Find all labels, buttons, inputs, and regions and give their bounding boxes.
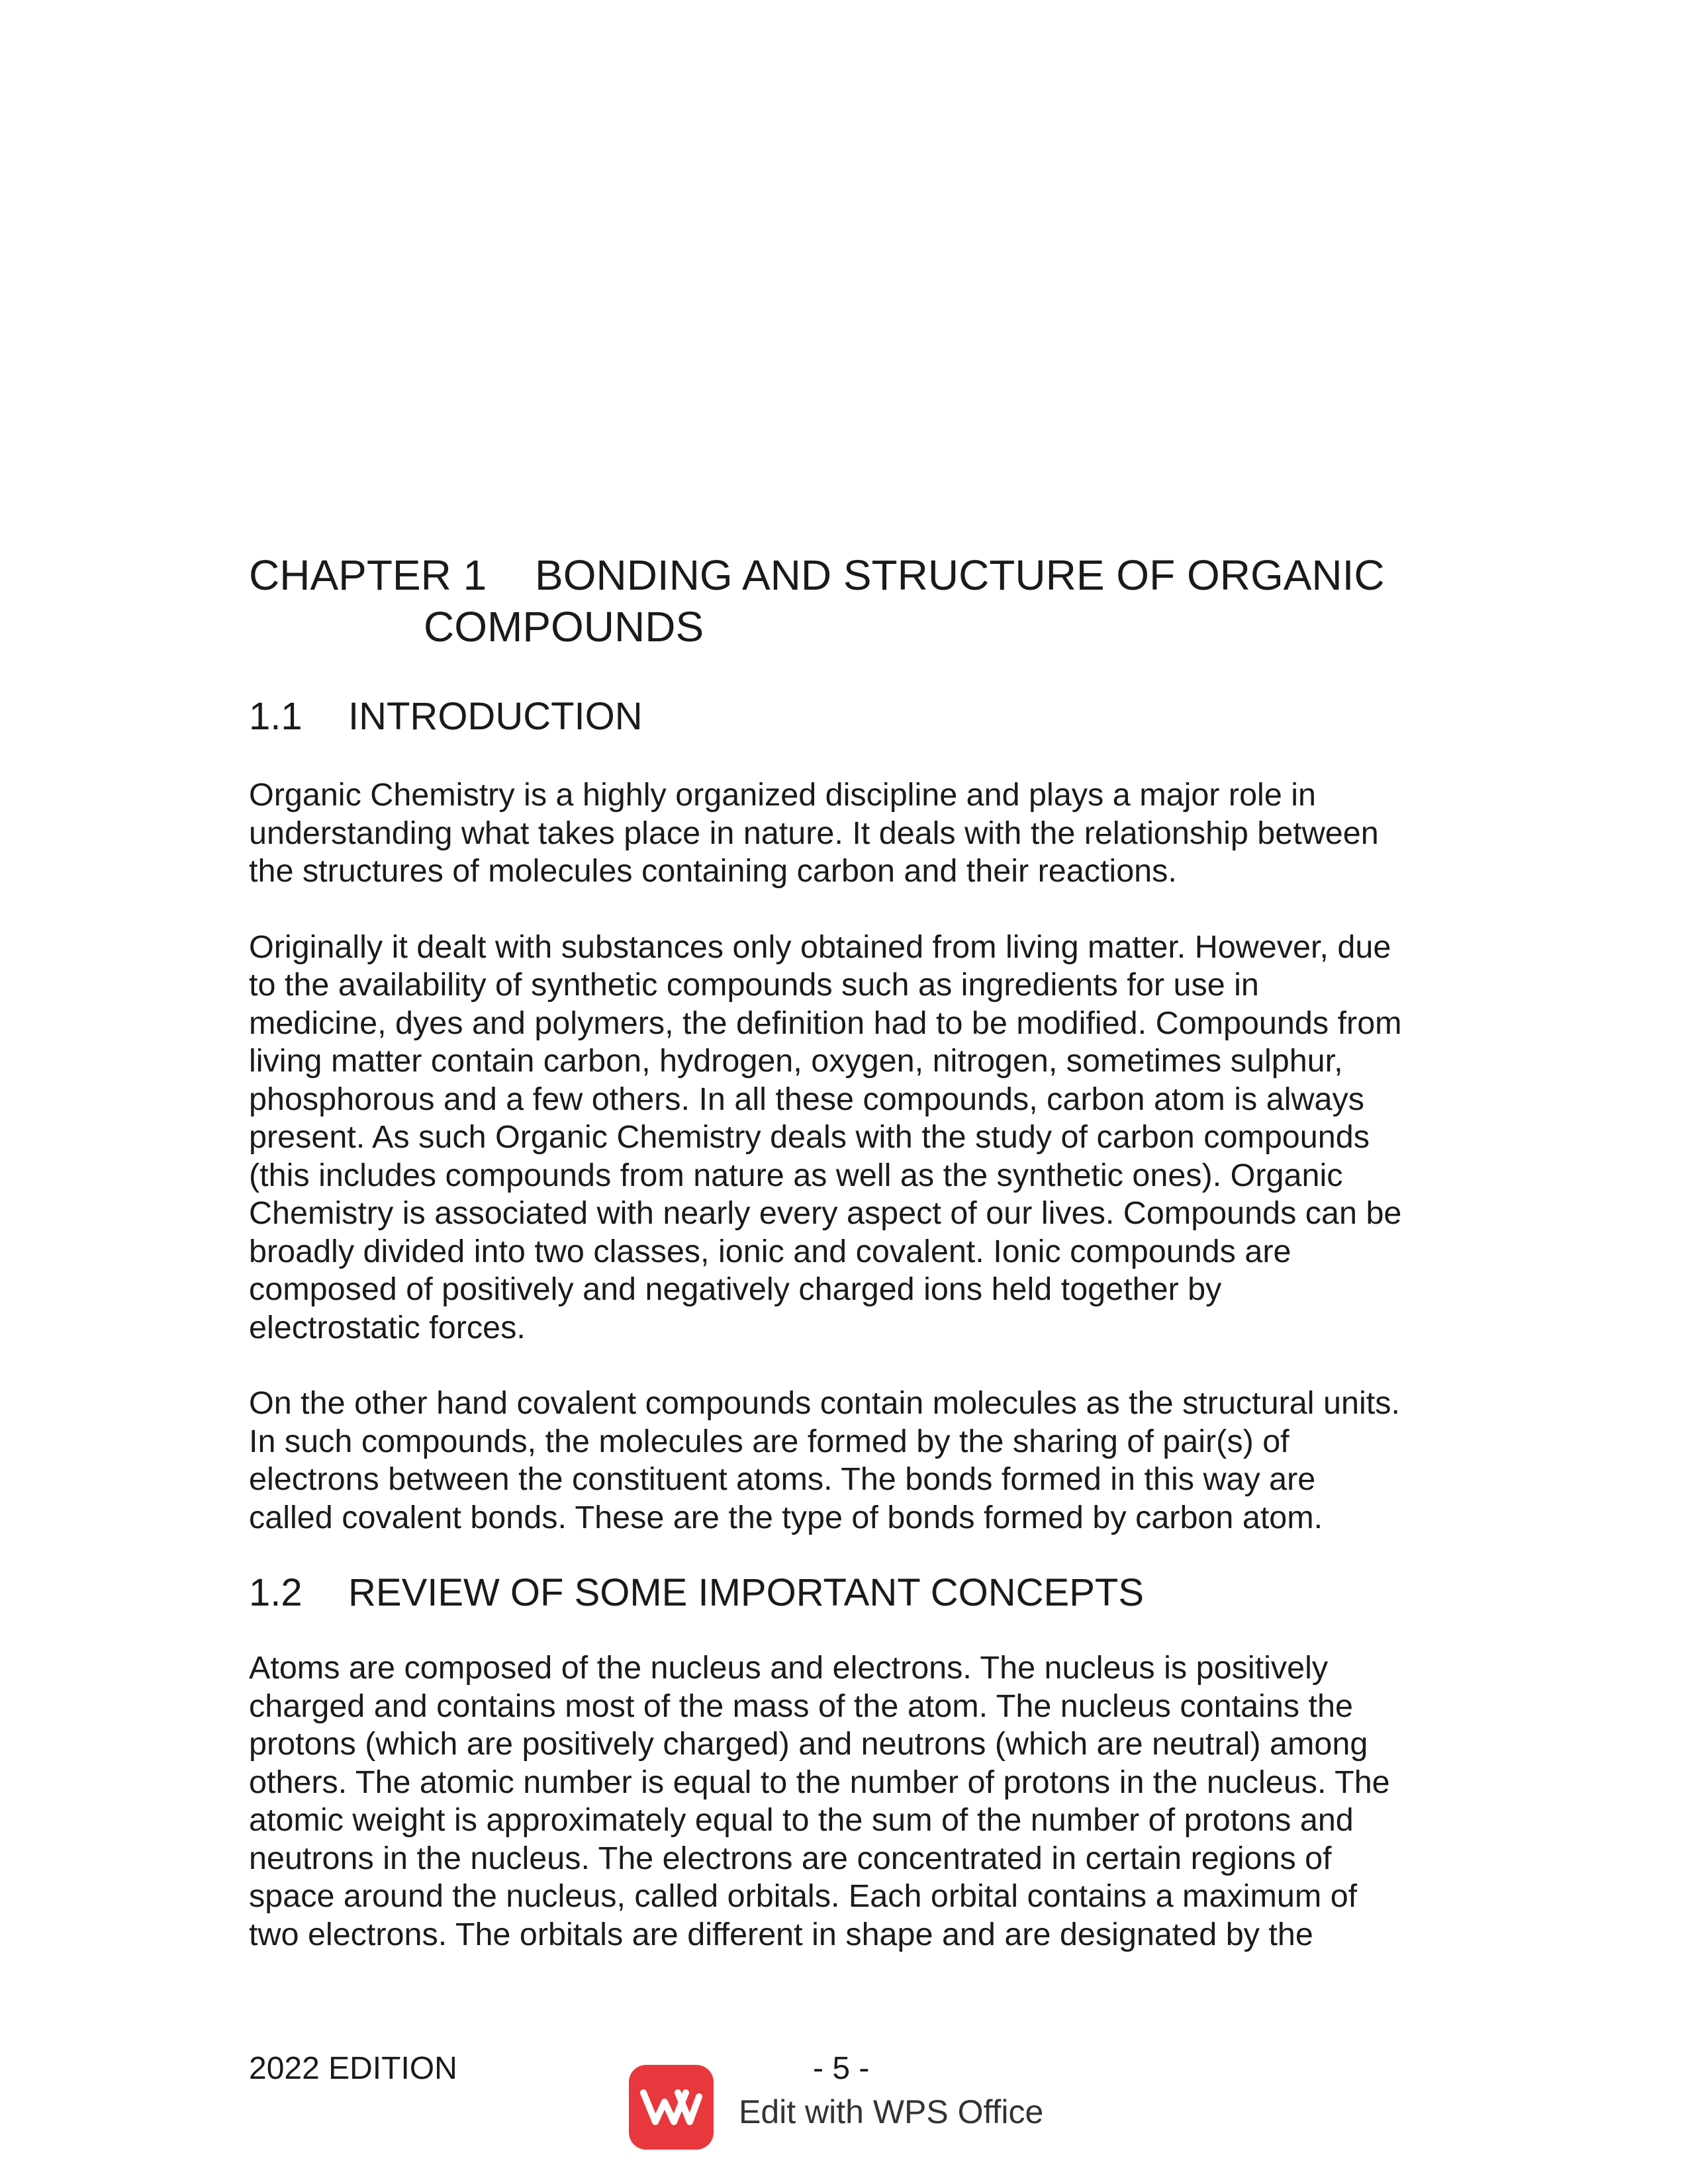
section-title: REVIEW OF SOME IMPORTANT CONCEPTS bbox=[348, 1571, 1144, 1614]
chapter-title bbox=[249, 549, 1460, 653]
paragraph: Organic Chemistry is a highly organized discipline and plays a major role in understanding what takes place in nature. It deals with the relationship between the structures of molecules containing carbon and their reactions. bbox=[249, 777, 1379, 889]
chapter-number: CHAPTER 1 bbox=[249, 551, 487, 599]
section-heading-1-2 bbox=[249, 1570, 1460, 1616]
chapter-title-line2: COMPOUNDS bbox=[424, 603, 704, 651]
paragraph: Atoms are composed of the nucleus and electrons. The nucleus is positively charged and contains most of the mass of the atom. The nucleus contains the protons (which are positively charged) and neutrons (which are neutral) among others. The atomic number is equal to the number of protons in the nucleus. The atomic weight is approximately equal to the sum of the number of protons and neutrons in the nucleus. The electrons are concentrated in certain regions of space around the nucleus, called orbitals. Each orbital contains a maximum of two electrons. The orbitals are different in shape and are designated by the bbox=[249, 1650, 1390, 1952]
section-number: 1.2 bbox=[249, 1571, 303, 1614]
chapter-title-line1: BONDING AND STRUCTURE OF ORGANIC bbox=[535, 551, 1385, 599]
page-content bbox=[249, 549, 1460, 1954]
paragraph: On the other hand covalent compounds contain molecules as the structural units. In such compounds, the molecules are formed by the sharing of pair(s) of electrons between the constituent atoms. The bonds formed in this way are called covalent bonds. These are the type of bonds formed by carbon atom. bbox=[249, 1385, 1400, 1535]
wps-edit-label[interactable]: Edit with WPS Office bbox=[739, 2093, 1044, 2130]
section-number: 1.1 bbox=[249, 695, 303, 738]
section-title: INTRODUCTION bbox=[348, 695, 643, 738]
wps-logo-icon bbox=[629, 2065, 714, 2150]
wps-edit-badge[interactable] bbox=[629, 2065, 1043, 2150]
section-heading-1-1 bbox=[249, 694, 1460, 740]
paragraph: Originally it dealt with substances only obtained from living matter. However, due to the availability of synthetic compounds such as ingredients for use in medicine, dyes and polymers, the definition had to be modified. Compounds from living matter contain carbon, hydrogen, oxygen, nitrogen, sometimes sulphur, phosphorous and a few others. In all these compounds, carbon atom is always present. As such Organic Chemistry deals with the study of carbon compounds (this includes compounds from nature as well as the synthetic ones). Organic Chemistry is associated with nearly every aspect of our lives. Compounds can be broadly divided into two classes, ionic and covalent. Ionic compounds are composed of positively and negatively charged ions held together by electrostatic forces. bbox=[249, 929, 1402, 1345]
page-number: - 5 - bbox=[813, 2051, 870, 2086]
footer-edition: 2022 EDITION bbox=[249, 2051, 457, 2086]
